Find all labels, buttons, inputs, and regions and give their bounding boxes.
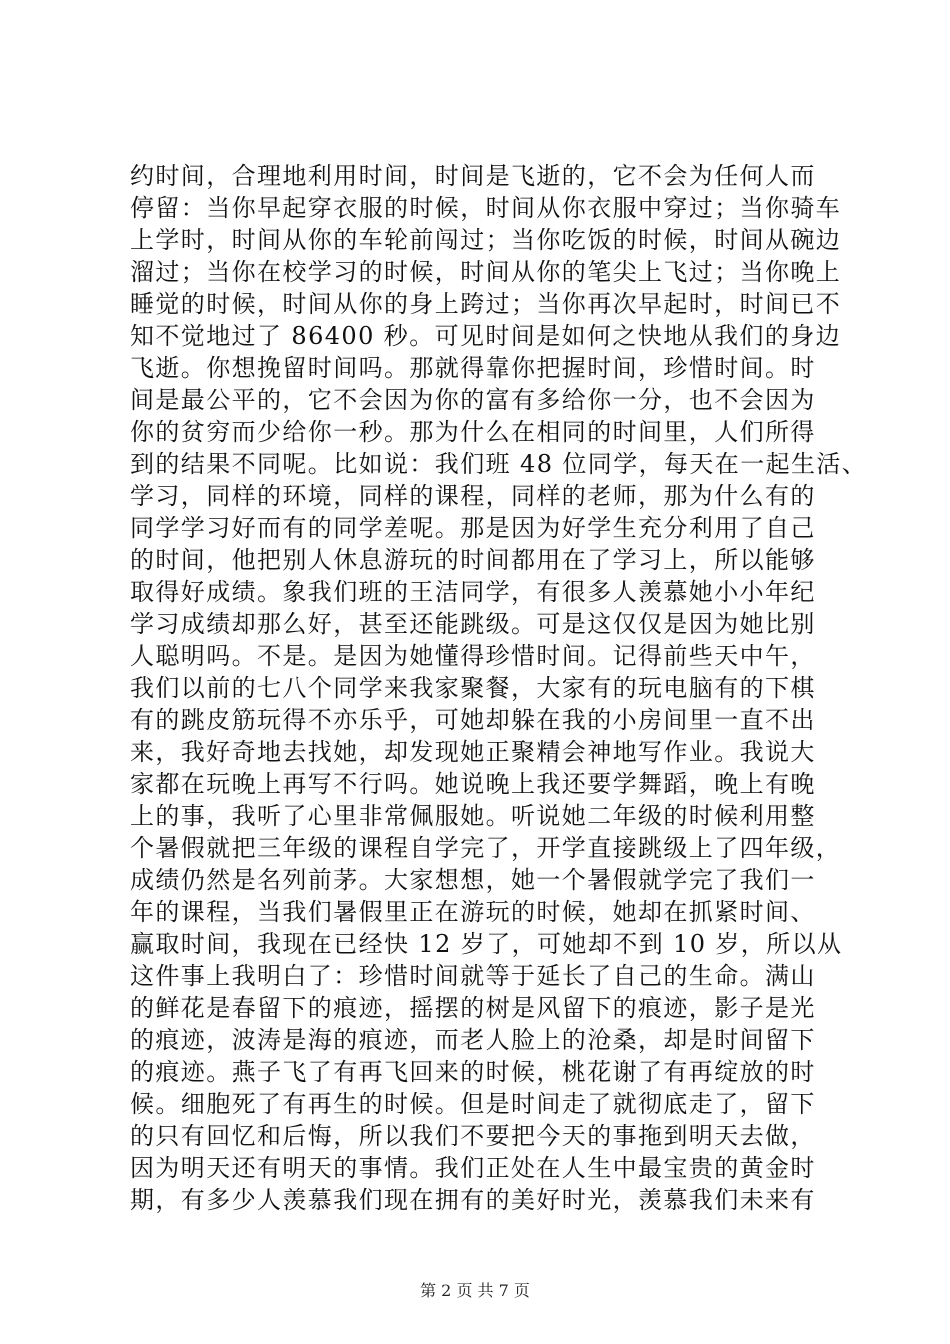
text-line: 的鲜花是春留下的痕迹，摇摆的树是风留下的痕迹，影子是光 [130, 994, 816, 1022]
text-line: 停留：当你早起穿衣服的时候，时间从你衣服中穿过；当你骑车 [130, 194, 842, 222]
text-line: 你的贫穷而少给你一秒。那为什么在相同的时间里，人们所得 [130, 418, 816, 446]
text-line: 的只有回忆和后悔，所以我们不要把今天的事拖到明天去做， [130, 1122, 816, 1150]
text-line: 赢取时间，我现在已经快 12 岁了，可她却不到 10 岁，所以从 [130, 930, 843, 958]
text-line: 到的结果不同呢。比如说：我们班 48 位同学，每天在一起生活、 [130, 450, 868, 478]
text-line: 家都在玩晚上再写不行吗。她说晚上我还要学舞蹈，晚上有晚 [130, 770, 816, 798]
text-line: 同学学习好而有的同学差呢。那是因为好学生充分利用了自己 [130, 514, 816, 542]
text-line: 的时间，他把别人休息游玩的时间都用在了学习上，所以能够 [130, 546, 816, 574]
body-text [130, 160, 868, 1216]
text-line: 的痕迹，波涛是海的痕迹，而老人脸上的沧桑，却是时间留下 [130, 1026, 816, 1054]
text-line: 我们以前的七八个同学来我家聚餐，大家有的玩电脑有的下棋 [130, 674, 816, 702]
text-line: 人聪明吗。不是。是因为她懂得珍惜时间。记得前些天中午， [130, 642, 816, 670]
text-line: 有的跳皮筋玩得不亦乐乎，可她却躲在我的小房间里一直不出 [130, 706, 816, 734]
text-line: 期，有多少人羡慕我们现在拥有的美好时光，羡慕我们未来有 [130, 1186, 816, 1214]
text-line: 飞逝。你想挽留时间吗。那就得靠你把握时间，珍惜时间。时 [130, 354, 816, 382]
text-line: 年的课程，当我们暑假里正在游玩的时候，她却在抓紧时间、 [130, 898, 816, 926]
text-line: 来，我好奇地去找她，却发现她正聚精会神地写作业。我说大 [130, 738, 816, 766]
text-line: 成绩仍然是名列前茅。大家想想，她一个暑假就学完了我们一 [130, 866, 816, 894]
text-line: 上的事，我听了心里非常佩服她。听说她二年级的时候利用整 [130, 802, 816, 830]
text-line: 约时间，合理地利用时间，时间是飞逝的，它不会为任何人而 [130, 162, 816, 190]
text-line: 睡觉的时候，时间从你的身上跨过；当你再次早起时，时间已不 [130, 290, 842, 318]
text-line: 上学时，时间从你的车轮前闯过；当你吃饭的时候，时间从碗边 [130, 226, 842, 254]
text-line: 候。细胞死了有再生的时候。但是时间走了就彻底走了，留下 [130, 1090, 816, 1118]
text-line: 知不觉地过了 86400 秒。可见时间是如何之快地从我们的身边 [130, 322, 842, 350]
text-line: 学习，同样的环境，同样的课程，同样的老师，那为什么有的 [130, 482, 816, 510]
text-line: 取得好成绩。象我们班的王洁同学，有很多人羡慕她小小年纪 [130, 578, 816, 606]
page-number-footer: 第 2 页 共 7 页 [420, 1281, 530, 1300]
text-line: 间是最公平的，它不会因为你的富有多给你一分，也不会因为 [130, 386, 816, 414]
text-line: 个暑假就把三年级的课程自学完了，开学直接跳级上了四年级， [130, 834, 842, 862]
text-line: 的痕迹。燕子飞了有再飞回来的时候，桃花谢了有再绽放的时 [130, 1058, 816, 1086]
text-line: 这件事上我明白了：珍惜时间就等于延长了自己的生命。满山 [130, 962, 816, 990]
text-line: 溜过；当你在校学习的时候，时间从你的笔尖上飞过；当你晚上 [130, 258, 842, 286]
text-line: 因为明天还有明天的事情。我们正处在人生中最宝贵的黄金时 [130, 1154, 816, 1182]
text-line: 学习成绩却那么好，甚至还能跳级。可是这仅仅是因为她比别 [130, 610, 816, 638]
